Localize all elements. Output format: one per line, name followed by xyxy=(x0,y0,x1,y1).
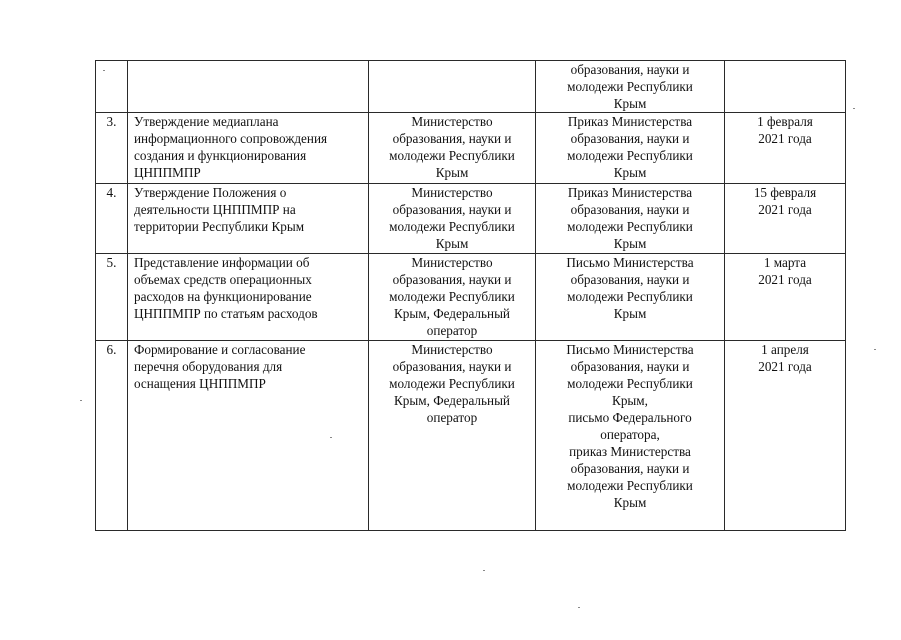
executor-line: оператор xyxy=(426,410,478,425)
action-line: Утверждение Положения о xyxy=(134,185,287,200)
action-line: Формирование и согласование xyxy=(134,342,306,357)
document-line: приказ Министерства xyxy=(569,444,691,459)
scan-speck xyxy=(330,437,332,438)
document-line: Крым xyxy=(613,495,647,510)
action-cell xyxy=(128,113,369,184)
document-line: Крым xyxy=(613,306,647,321)
table-row xyxy=(96,254,846,341)
action-cell xyxy=(128,254,369,341)
executor-line: Министерство xyxy=(411,114,493,129)
document-line: Крым xyxy=(613,165,647,180)
number-cell: 6. xyxy=(96,341,128,531)
action-line: расходов на функционирование xyxy=(134,289,312,304)
executor-cell xyxy=(369,113,536,184)
date-line: 2021 года xyxy=(758,202,812,217)
number-cell: 4. xyxy=(96,184,128,254)
executor-line: образования, науки и xyxy=(392,202,512,217)
document-line: молодежи Республики xyxy=(567,289,693,304)
action-line: создания и функционирования xyxy=(134,148,307,163)
date-cell xyxy=(725,61,846,113)
action-line: территории Республики Крым xyxy=(134,219,305,234)
document-line: Крым, xyxy=(612,393,648,408)
date-line: 2021 года xyxy=(758,272,812,287)
document-line: Письмо Министерства xyxy=(566,342,694,357)
document-line: Приказ Министерства xyxy=(567,114,693,129)
executor-line: оператор xyxy=(426,323,478,338)
number-cell xyxy=(96,61,128,113)
document-cell xyxy=(536,61,725,113)
document-line: Крым xyxy=(613,236,647,251)
date-cell xyxy=(725,184,846,254)
document-line: образования, науки и xyxy=(570,461,690,476)
executor-line: образования, науки и xyxy=(392,359,512,374)
executor-line: образования, науки и xyxy=(392,131,512,146)
executor-line: Крым xyxy=(435,236,469,251)
document-cell xyxy=(536,184,725,254)
action-line: перечня оборудования для xyxy=(134,359,283,374)
date-cell xyxy=(725,113,846,184)
document-line: молодежи Республики xyxy=(567,376,693,391)
date-line: 15 февраля xyxy=(753,185,817,200)
action-cell xyxy=(128,184,369,254)
action-line: деятельности ЦНППМПР на xyxy=(134,202,296,217)
scan-speck xyxy=(874,349,876,350)
date-line: 2021 года xyxy=(758,359,812,374)
action-line: Представление информации об xyxy=(134,255,310,270)
action-line: ЦНППМПР xyxy=(134,165,201,180)
date-line: 1 февраля xyxy=(757,114,813,129)
date-cell xyxy=(725,341,846,531)
action-cell xyxy=(128,341,369,531)
document-line: Приказ Министерства xyxy=(567,185,693,200)
executor-line: Крым, Федеральный xyxy=(394,393,510,408)
executor-line: молодежи Республики xyxy=(389,289,515,304)
document-cell xyxy=(536,113,725,184)
date-line: 2021 года xyxy=(758,131,812,146)
scan-speck xyxy=(103,70,105,71)
action-line: информационного сопровождения xyxy=(134,131,328,146)
executor-line: молодежи Республики xyxy=(389,219,515,234)
executor-line: образования, науки и xyxy=(392,272,512,287)
table-row xyxy=(96,341,846,531)
scan-speck xyxy=(578,607,580,608)
executor-line: Министерство xyxy=(411,185,493,200)
executor-line: Министерство xyxy=(411,255,493,270)
action-line: объемах средств операционных xyxy=(134,272,312,287)
executor-line: молодежи Республики xyxy=(389,148,515,163)
executor-line: Крым xyxy=(435,165,469,180)
scan-speck xyxy=(853,108,855,109)
table-row-continued xyxy=(96,61,846,113)
document-cell xyxy=(536,254,725,341)
document-line: образования, науки и xyxy=(570,359,690,374)
date-line: 1 марта xyxy=(763,255,807,270)
document-line: молодежи Республики xyxy=(567,148,693,163)
executor-line: молодежи Республики xyxy=(389,376,515,391)
executor-cell xyxy=(369,184,536,254)
document-line: образования, науки и xyxy=(570,131,690,146)
executor-line: Крым, Федеральный xyxy=(394,306,510,321)
document-line: Крым xyxy=(613,96,647,111)
action-cell xyxy=(128,61,369,113)
document-line: письмо Федерального xyxy=(568,410,692,425)
executor-cell xyxy=(369,254,536,341)
document-line: молодежи Республики xyxy=(567,478,693,493)
document-line: образования, науки и xyxy=(570,272,690,287)
document-line: Письмо Министерства xyxy=(566,255,694,270)
date-cell xyxy=(725,254,846,341)
document-line: молодежи Республики xyxy=(567,79,693,94)
plan-table xyxy=(95,60,846,531)
action-line: оснащения ЦНППМПР xyxy=(134,376,266,391)
document-line: образования, науки и xyxy=(570,62,690,77)
document-line: оператора, xyxy=(600,427,660,442)
document-line: молодежи Республики xyxy=(567,219,693,234)
document-line: образования, науки и xyxy=(570,202,690,217)
table-row xyxy=(96,113,846,184)
number-cell: 5. xyxy=(96,254,128,341)
action-line: ЦНППМПР по статьям расходов xyxy=(134,306,318,321)
date-line: 1 апреля xyxy=(761,342,809,357)
executor-line: Министерство xyxy=(411,342,493,357)
executor-cell xyxy=(369,61,536,113)
document-cell xyxy=(536,341,725,531)
scan-speck xyxy=(483,570,485,571)
number-cell: 3. xyxy=(96,113,128,184)
table-row xyxy=(96,184,846,254)
executor-cell xyxy=(369,341,536,531)
action-line: Утверждение медиаплана xyxy=(134,114,279,129)
scan-speck xyxy=(80,400,82,401)
